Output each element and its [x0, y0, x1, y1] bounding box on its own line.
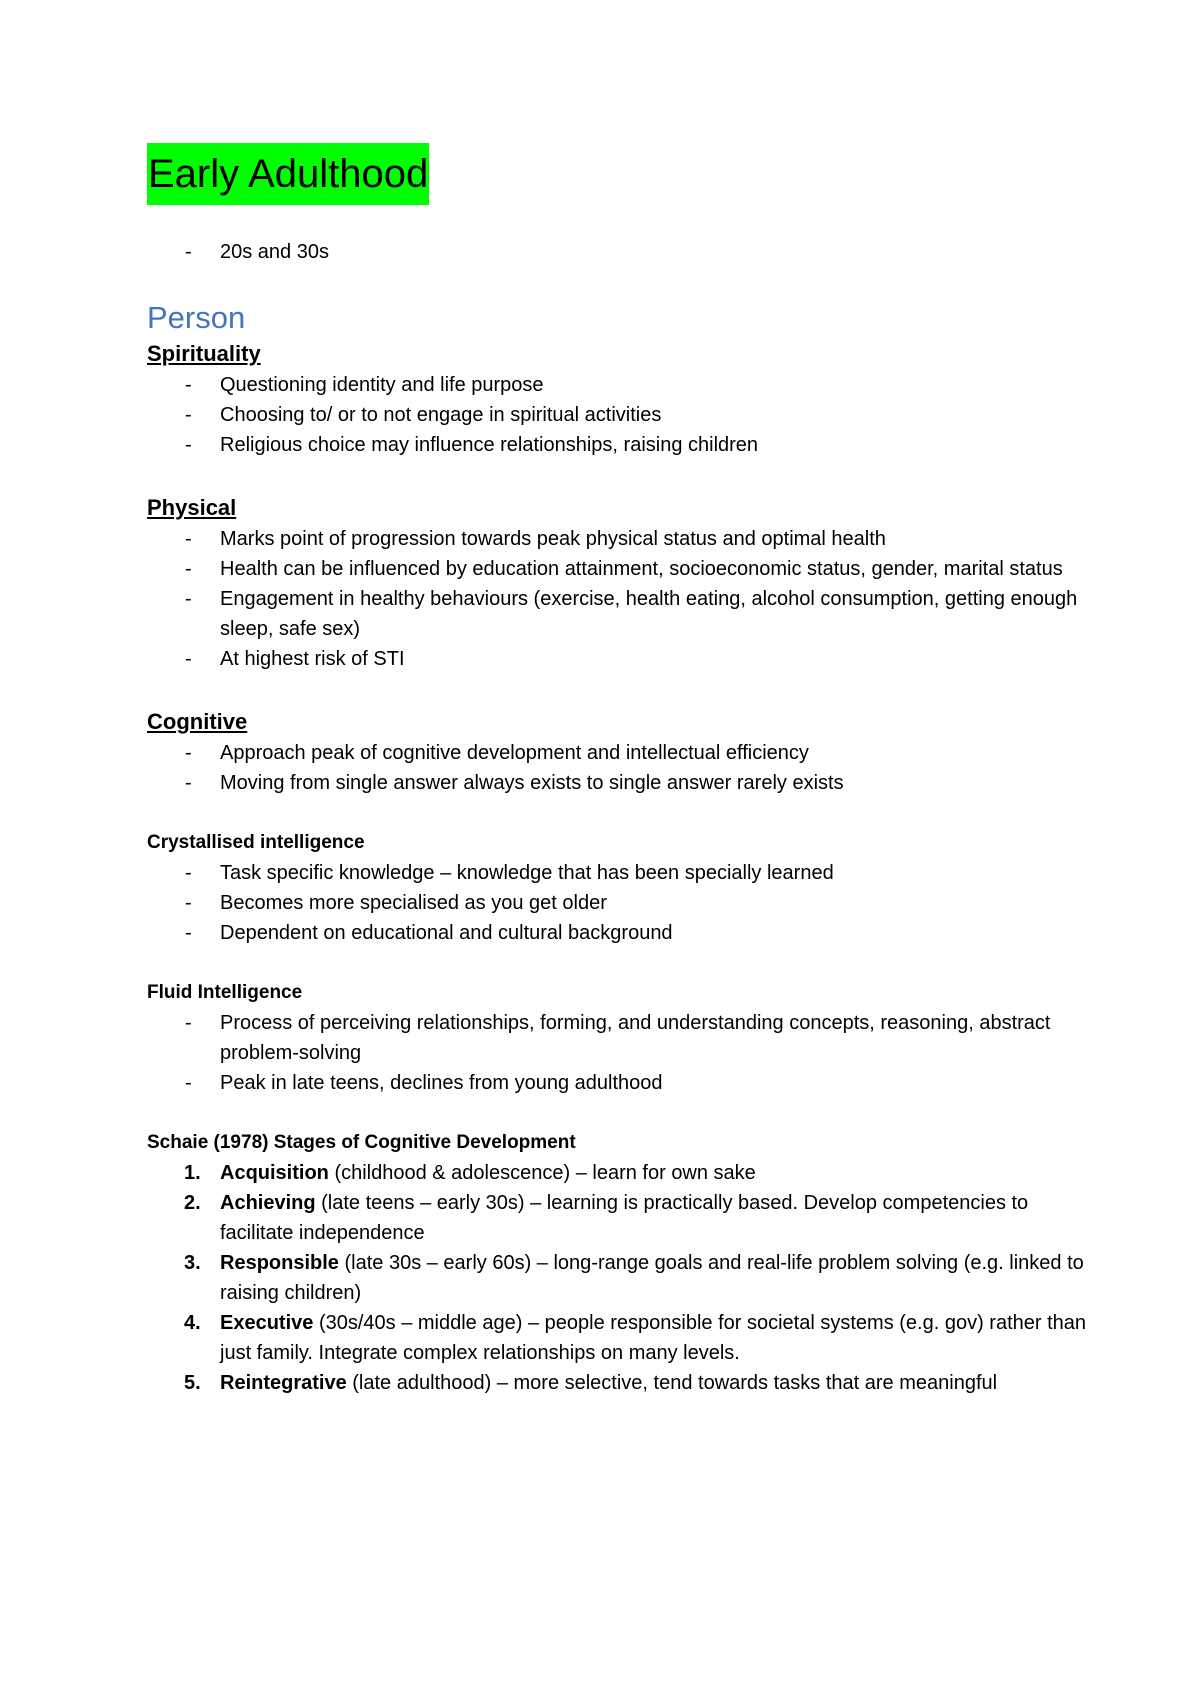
list-item: - Approach peak of cognitive development and intellectual efficiency — [147, 738, 1087, 768]
stage-description: (30s/40s – middle age) – people responsible for societal systems (e.g. gov) rather than just family. Integrate complex relationships on many levels. — [220, 1312, 1087, 1364]
stage-description: (late adulthood) – more selective, tend towards tasks that are meaningful — [346, 1372, 998, 1394]
stage-item — [147, 1368, 1087, 1398]
stage-number: 5. — [184, 1372, 201, 1394]
page-title: Early Adulthood — [147, 143, 429, 205]
list-item: - Religious choice may influence relationships, raising children — [147, 430, 1087, 460]
stage-item — [147, 1158, 1087, 1188]
list-item: - Task specific knowledge – knowledge that has been specially learned — [147, 858, 1087, 888]
stage-description: (childhood & adolescence) – learn for own sake — [328, 1162, 756, 1184]
crystallised-list — [147, 858, 1087, 948]
physical-list — [147, 524, 1087, 674]
stage-item — [147, 1248, 1087, 1308]
stage-number: 4. — [184, 1312, 201, 1334]
list-item: - Peak in late teens, declines from young adulthood — [147, 1068, 1087, 1098]
list-item: - Process of perceiving relationships, forming, and understanding concepts, reasoning, abstract problem-solving — [147, 1008, 1087, 1068]
list-item: - 20s and 30s — [147, 237, 1087, 267]
heading-crystallised-intelligence: Crystallised intelligence — [147, 832, 365, 853]
list-item: - Choosing to/ or to not engage in spiritual activities — [147, 400, 1087, 430]
stage-term: Responsible — [220, 1252, 339, 1274]
list-item: - Questioning identity and life purpose — [147, 370, 1087, 400]
stage-term: Achieving — [220, 1192, 316, 1214]
list-item: - Marks point of progression towards peak physical status and optimal health — [147, 524, 1087, 554]
fluid-list — [147, 1008, 1087, 1098]
stage-number: 2. — [184, 1192, 201, 1214]
stage-description: (late 30s – early 60s) – long-range goals and real-life problem solving (e.g. linked to raising children) — [220, 1252, 1084, 1304]
stage-term: Executive — [220, 1312, 314, 1334]
title-block — [147, 143, 1087, 207]
spirituality-list — [147, 370, 1087, 460]
heading-schaie-stages: Schaie (1978) Stages of Cognitive Development — [147, 1132, 576, 1153]
list-item: - Engagement in healthy behaviours (exercise, health eating, alcohol consumption, getting enough sleep, safe sex) — [147, 584, 1087, 644]
list-item: - At highest risk of STI — [147, 644, 1087, 674]
list-item: - Becomes more specialised as you get older — [147, 888, 1087, 918]
stage-term: Reintegrative — [220, 1372, 347, 1394]
stage-number: 3. — [184, 1252, 201, 1274]
list-item: - Health can be influenced by education attainment, socioeconomic status, gender, marital status — [147, 554, 1087, 584]
intro-list — [147, 237, 1087, 267]
list-item: - Moving from single answer always exists to single answer rarely exists — [147, 768, 1087, 798]
cognitive-list — [147, 738, 1087, 798]
document-content — [147, 143, 1087, 1398]
list-item: - Dependent on educational and cultural background — [147, 918, 1087, 948]
section-title-person: Person — [147, 300, 246, 335]
heading-cognitive: Cognitive — [147, 709, 248, 734]
stage-item — [147, 1308, 1087, 1368]
stage-number: 1. — [184, 1162, 201, 1184]
stage-item — [147, 1188, 1087, 1248]
stage-term: Acquisition — [220, 1162, 329, 1184]
heading-spirituality: Spirituality — [147, 341, 261, 366]
schaie-stages-list — [147, 1158, 1087, 1398]
stage-description: (late teens – early 30s) – learning is practically based. Develop competencies to facilitate independence — [220, 1192, 1029, 1244]
heading-fluid-intelligence: Fluid Intelligence — [147, 982, 303, 1003]
heading-physical: Physical — [147, 495, 237, 520]
